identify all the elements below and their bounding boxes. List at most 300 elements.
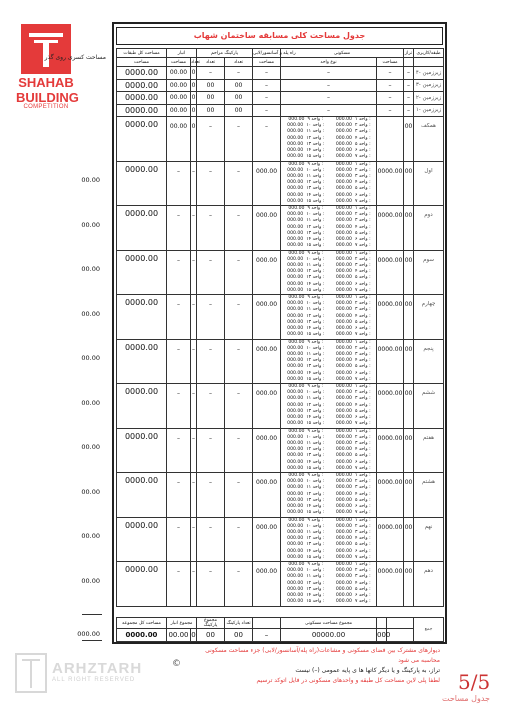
row-stair: 000.00 — [253, 562, 281, 607]
row-res-area: 0000.00 — [377, 161, 404, 206]
unit-column — [331, 206, 377, 249]
side-divider-bottom — [82, 640, 102, 641]
row-storage: 00.00 — [167, 79, 191, 92]
unit-line: 000.00 واحد ۹ : — [288, 206, 324, 211]
row-floor-label: دوم — [414, 206, 444, 251]
row-storage-n: 0 — [191, 67, 197, 80]
logo-line-2: BUILDING — [16, 90, 79, 105]
side-value: 00.00 — [81, 487, 100, 496]
unit-column — [331, 117, 377, 160]
unit-line: 000.00 واحد ۴ : — [335, 224, 371, 230]
row-floor-label: زیرزمین -۳ — [414, 79, 444, 92]
unit-line: 000.00 واحد ۱۵ : — [287, 554, 325, 560]
unit-line: 000.00 واحد ۱۱ : — [287, 173, 325, 179]
unit-line: 000.00 واحد ۳ : — [335, 218, 371, 224]
unit-column — [331, 473, 377, 516]
unit-line: 000.00 واحد ۱ : — [335, 562, 371, 567]
sub-res-area: مساحت — [377, 58, 404, 67]
row-parking-n: 00 — [225, 79, 253, 92]
unit-line: 000.00 واحد ۲ : — [335, 390, 371, 396]
row-storage: 00.00 — [167, 117, 191, 162]
floor-row — [117, 206, 444, 251]
side-value: 00.00 — [81, 220, 100, 229]
floor-row — [117, 161, 444, 206]
sum-header-parking: مجموع پارکینگ — [197, 618, 225, 629]
unit-line: 000.00 واحد ۹ : — [288, 161, 324, 167]
row-parking: – — [197, 339, 225, 384]
row-floor-label: پنجم — [414, 339, 444, 384]
row-parking: – — [197, 206, 225, 251]
unit-line: 000.00 واحد ۱ : — [335, 473, 371, 478]
row-stair: 000.00 — [253, 384, 281, 429]
unit-line: 000.00 واحد ۹ : — [288, 250, 324, 256]
floor-row — [117, 562, 444, 607]
row-total: 0000.00 — [117, 295, 167, 340]
row-floor-label: چهارم — [414, 295, 444, 340]
row-parking_n: – — [225, 295, 253, 340]
row-floor-label: دهم — [414, 562, 444, 607]
page-number: 5/5 — [458, 670, 491, 694]
row-storage: – — [167, 161, 191, 206]
unit-line: 000.00 واحد ۶ : — [335, 237, 371, 243]
unit-line: 000.00 واحد ۱۰ : — [287, 523, 325, 529]
unit-line: 000.00 واحد ۴ : — [335, 402, 371, 408]
side-total-value: 000.00 — [77, 630, 100, 638]
unit-column — [283, 384, 329, 427]
row-parking: – — [197, 161, 225, 206]
sum-header-parking-count: تعداد پارکینگ — [225, 618, 253, 629]
unit-line: 000.00 واحد ۷ : — [335, 332, 371, 338]
unit-line: 000.00 واحد ۱۱ : — [287, 396, 325, 402]
unit-line: 000.00 واحد ۹ : — [288, 517, 324, 523]
unit-line: 000.00 واحد ۱۴ : — [287, 548, 325, 554]
row-units — [281, 206, 377, 251]
row-units — [281, 517, 377, 562]
row-total: 0000.00 — [117, 104, 167, 117]
unit-column — [331, 518, 377, 561]
row-stair: – — [253, 117, 281, 162]
row-res-area: 0000.00 — [377, 250, 404, 295]
unit-line: 000.00 واحد ۹ : — [288, 473, 324, 478]
row-total: 0000.00 — [117, 250, 167, 295]
header-level: تراز — [404, 50, 413, 56]
row-res-area: – — [377, 104, 404, 117]
unit-line: 000.00 واحد ۱ : — [335, 295, 371, 300]
unit-line: 000.00 واحد ۱۵ : — [287, 376, 325, 382]
unit-line: 000.00 واحد ۷ : — [335, 599, 371, 605]
unit-line: 000.00 واحد ۱۵ : — [287, 421, 325, 427]
unit-line: 000.00 واحد ۷ : — [335, 287, 371, 293]
unit-line: 000.00 واحد ۷ : — [335, 154, 371, 160]
unit-line: 000.00 واحد ۱ : — [335, 428, 371, 434]
unit-line: 000.00 واحد ۱۰ : — [287, 301, 325, 307]
unit-line: 000.00 واحد ۴ : — [335, 447, 371, 453]
unit-line: 000.00 واحد ۴ : — [335, 269, 371, 275]
unit-line: 000.00 واحد ۱۲ : — [287, 358, 325, 364]
row-n: – — [191, 339, 197, 384]
side-value: 00.00 — [81, 309, 100, 318]
unit-line: 000.00 واحد ۴ : — [335, 313, 371, 319]
unit-line: 000.00 واحد ۱۲ : — [287, 580, 325, 586]
row-level: 00 — [404, 339, 414, 384]
row-stair: 000.00 — [253, 473, 281, 518]
sub-storage-area: مساحت — [167, 58, 191, 67]
row-stair: 000.00 — [253, 428, 281, 473]
unit-line: 000.00 واحد ۶ : — [335, 370, 371, 376]
unit-line: 000.00 واحد ۱۴ : — [287, 504, 325, 510]
row-level: – — [404, 92, 414, 105]
sum-parking: 00 — [197, 629, 225, 642]
row-total: 0000.00 — [117, 117, 167, 162]
unit-line: 000.00 واحد ۱۱ : — [287, 529, 325, 535]
unit-line: 000.00 واحد ۲ : — [335, 301, 371, 307]
row-total: 0000.00 — [117, 339, 167, 384]
row-parking: 00 — [197, 104, 225, 117]
side-value: 00.00 — [81, 576, 100, 585]
row-res-area: – — [377, 79, 404, 92]
unit-line: 000.00 واحد ۲ : — [335, 212, 371, 218]
unit-line: 000.00 واحد ۱ : — [335, 117, 371, 122]
unit-line: 000.00 واحد ۳ : — [335, 574, 371, 580]
row-n: – — [191, 161, 197, 206]
row-level: 00 — [404, 384, 414, 429]
row-parking: 00 — [197, 79, 225, 92]
row-level: 00 — [404, 473, 414, 518]
unit-line: 000.00 واحد ۱۲ : — [287, 491, 325, 497]
row-res-area: 0000.00 — [377, 295, 404, 340]
unit-line: 000.00 واحد ۱۱ : — [287, 485, 325, 491]
unit-column — [331, 562, 377, 605]
unit-line: 000.00 واحد ۴ : — [335, 580, 371, 586]
row-n: – — [191, 384, 197, 429]
unit-line: 000.00 واحد ۱ : — [335, 250, 371, 256]
unit-line: 000.00 واحد ۱۴ : — [287, 593, 325, 599]
floor-row — [117, 250, 444, 295]
row-level: – — [404, 104, 414, 117]
unit-line: 000.00 واحد ۱۲ : — [287, 536, 325, 542]
unit-column — [283, 251, 329, 294]
header-floors: طبقه/کاربری — [414, 49, 444, 58]
side-value: 00.00 — [81, 532, 100, 540]
row-stair: 000.00 — [253, 517, 281, 562]
row-res-area: 0000.00 — [377, 206, 404, 251]
row-parking_n: – — [225, 339, 253, 384]
unit-line: 000.00 واحد ۳ : — [335, 262, 371, 268]
unit-line: 000.00 واحد ۴ : — [335, 180, 371, 186]
row-stair: – — [253, 67, 281, 80]
unit-line: 000.00 واحد ۵ : — [335, 319, 371, 325]
row-res-area: 0000.00 — [377, 384, 404, 429]
side-value: 00.00 — [81, 443, 100, 451]
row-units — [281, 339, 377, 384]
header-stair-lobby: راه پله و آسانسور/لابی — [253, 50, 296, 56]
row-parking_n: – — [225, 473, 253, 518]
row-units — [281, 295, 377, 340]
watermark-line-2: ALL RIGHT RESERVED — [52, 677, 136, 683]
unit-line: 000.00 واحد ۶ : — [335, 548, 371, 554]
row-parking_n: – — [225, 562, 253, 607]
floor-row — [117, 339, 444, 384]
sub-area: مساحت — [117, 58, 167, 67]
unit-line: 000.00 واحد ۹ : — [288, 562, 324, 567]
unit-line: 000.00 واحد ۱۲ : — [287, 447, 325, 453]
sum-header-res: مجموع مساحت مسکونی — [281, 618, 377, 629]
unit-line: 000.00 واحد ۱۳ : — [287, 141, 325, 147]
unit-line: 000.00 واحد ۱۱ : — [287, 218, 325, 224]
row-parking: 00 — [197, 92, 225, 105]
sum-res-n: 000 — [377, 629, 387, 642]
unit-line: 000.00 واحد ۱۰ : — [287, 167, 325, 173]
row-res-area: 0000.00 — [377, 473, 404, 518]
unit-line: 000.00 واحد ۳ : — [335, 529, 371, 535]
unit-line: 000.00 واحد ۱۳ : — [287, 453, 325, 459]
row-level: 00 — [404, 206, 414, 251]
unit-line: 000.00 واحد ۱۳ : — [287, 319, 325, 325]
sum-parking-n: 00 — [225, 629, 253, 642]
unit-line: 000.00 واحد ۱۰ : — [287, 256, 325, 262]
unit-column — [283, 562, 329, 605]
unit-line: 000.00 واحد ۳ : — [335, 351, 371, 357]
row-storage: – — [167, 295, 191, 340]
unit-column — [283, 518, 329, 561]
row-total: 0000.00 — [117, 67, 167, 80]
row-n: – — [191, 250, 197, 295]
unit-line: 000.00 واحد ۱۲ : — [287, 402, 325, 408]
note-3: لطفا پلی لاین مساحت کل طبقه و واحدهای مسکونی در فایل اتوکد ترسیم — [256, 677, 440, 684]
row-total: 0000.00 — [117, 517, 167, 562]
row-storage: – — [167, 206, 191, 251]
unit-line: 000.00 واحد ۱۴ : — [287, 326, 325, 332]
unit-line: 000.00 واحد ۱۱ : — [287, 262, 325, 268]
floor-row — [117, 295, 444, 340]
row-level: 00 — [404, 428, 414, 473]
unit-line: 000.00 واحد ۶ : — [335, 459, 371, 465]
side-header: مساحت کسری روی گذر — [44, 54, 106, 61]
row-stair: – — [253, 92, 281, 105]
row-parking: – — [197, 562, 225, 607]
row-floor-label: زیرزمین -۴ — [414, 67, 444, 80]
row-parking-n: 00 — [225, 104, 253, 117]
row-level: – — [404, 67, 414, 80]
unit-line: 000.00 واحد ۱۴ : — [287, 415, 325, 421]
row-stair: – — [253, 104, 281, 117]
unit-line: 000.00 واحد ۱۴ : — [287, 237, 325, 243]
unit-line: 000.00 واحد ۲ : — [335, 479, 371, 485]
unit-line: 000.00 واحد ۱۲ : — [287, 313, 325, 319]
unit-line: 000.00 واحد ۶ : — [335, 192, 371, 198]
row-storage: 00.00 — [167, 104, 191, 117]
row-parking_n: – — [225, 117, 253, 162]
row-level: 00 — [404, 117, 414, 162]
unit-line: 000.00 واحد ۱۳ : — [287, 408, 325, 414]
unit-line: 000.00 واحد ۱۵ : — [287, 198, 325, 204]
unit-line: 000.00 واحد ۱۴ : — [287, 192, 325, 198]
summary-table — [116, 617, 444, 642]
watermark-mark-icon — [14, 652, 48, 694]
unit-line: 000.00 واحد ۵ : — [335, 186, 371, 192]
unit-column — [283, 117, 329, 160]
unit-line: 000.00 واحد ۵ : — [335, 275, 371, 281]
unit-line: 000.00 واحد ۱ : — [335, 339, 371, 345]
unit-line: 000.00 واحد ۴ : — [335, 536, 371, 542]
sub-storage-count: تعداد — [191, 59, 201, 65]
row-total: 0000.00 — [117, 562, 167, 607]
unit-line: 000.00 واحد ۴ : — [335, 135, 371, 141]
unit-line: 000.00 واحد ۱۰ : — [287, 568, 325, 574]
row-storage: 00.00 — [167, 92, 191, 105]
row-storage: – — [167, 339, 191, 384]
row-stair: 000.00 — [253, 161, 281, 206]
row-storage: – — [167, 250, 191, 295]
row-units — [281, 473, 377, 518]
unit-line: 000.00 واحد ۳ : — [335, 307, 371, 313]
unit-line: 000.00 واحد ۳ : — [335, 485, 371, 491]
logo-line-1: SHAHAB — [18, 75, 74, 90]
row-parking_n: – — [225, 428, 253, 473]
sum-header-storage: مجموع انبار — [167, 618, 197, 629]
row-level: 00 — [404, 295, 414, 340]
unit-line: 000.00 واحد ۹ : — [288, 428, 324, 434]
unit-line: 000.00 واحد ۱ : — [335, 517, 371, 523]
row-level: 00 — [404, 562, 414, 607]
row-n: – — [191, 206, 197, 251]
row-res-area — [377, 117, 404, 162]
shahab-logo — [16, 24, 79, 110]
row-stair: 000.00 — [253, 206, 281, 251]
row-level: – — [404, 79, 414, 92]
row-stair: 000.00 — [253, 295, 281, 340]
row-parking: – — [197, 517, 225, 562]
unit-line: 000.00 واحد ۱۳ : — [287, 497, 325, 503]
row-storage: – — [167, 428, 191, 473]
header-storage: انبار — [167, 49, 197, 58]
unit-line: 000.00 واحد ۵ : — [335, 497, 371, 503]
unit-line: 000.00 واحد ۱۴ : — [287, 281, 325, 287]
logo-mark-icon — [21, 24, 71, 74]
row-parking: – — [197, 250, 225, 295]
unit-line: 000.00 واحد ۱۰ : — [287, 212, 325, 218]
row-level: 00 — [404, 250, 414, 295]
row-total: 0000.00 — [117, 428, 167, 473]
row-storage: – — [167, 384, 191, 429]
unit-line: 000.00 واحد ۴ : — [335, 491, 371, 497]
logo-line-3: COMPETITION — [23, 104, 69, 110]
sub-stair-area: مساحت — [253, 58, 281, 67]
row-total: 0000.00 — [117, 473, 167, 518]
side-value: 00.00 — [81, 354, 100, 362]
unit-line: 000.00 واحد ۳ : — [335, 440, 371, 446]
row-stair: 000.00 — [253, 250, 281, 295]
unit-line: 000.00 واحد ۱۴ : — [287, 370, 325, 376]
sum-header-blank-3 — [387, 618, 414, 629]
row-floor-label: همکف — [414, 117, 444, 162]
unit-line: 000.00 واحد ۷ : — [335, 554, 371, 560]
unit-line: 000.00 واحد ۱۳ : — [287, 275, 325, 281]
floor-row — [117, 117, 444, 162]
unit-line: 000.00 واحد ۱۰ : — [287, 479, 325, 485]
row-res-area: 0000.00 — [377, 517, 404, 562]
row-total: 0000.00 — [117, 161, 167, 206]
sum-res: 00000.00 — [281, 629, 377, 642]
unit-line: 000.00 واحد ۷ : — [335, 465, 371, 471]
row-res-area: 0000.00 — [377, 562, 404, 607]
unit-line: 000.00 واحد ۱ : — [335, 161, 371, 167]
unit-line: 000.00 واحد ۷ : — [335, 243, 371, 249]
unit-line: 000.00 واحد ۶ : — [335, 504, 371, 510]
unit-line: 000.00 واحد ۵ : — [335, 542, 371, 548]
unit-line: 000.00 واحد ۷ : — [335, 198, 371, 204]
unit-line: 000.00 واحد ۱ : — [335, 206, 371, 211]
row-floor-label: ششم — [414, 384, 444, 429]
basement-row — [117, 79, 444, 92]
basement-row — [117, 104, 444, 117]
unit-line: 000.00 واحد ۱۱ : — [287, 351, 325, 357]
sum-total: 0000.00 — [117, 629, 167, 642]
row-storage-n: 0 — [191, 79, 197, 92]
row-floor-label: نهم — [414, 517, 444, 562]
row-stair: 000.00 — [253, 339, 281, 384]
row-units — [281, 117, 377, 162]
row-parking: – — [197, 67, 225, 80]
table-title: جدول مساحت کلی مسابقه ساختمان شهاب — [116, 27, 443, 45]
sum-storage-n: 0 — [191, 629, 197, 642]
row-res: – — [281, 67, 377, 80]
row-parking-n: 00 — [225, 92, 253, 105]
unit-column — [283, 295, 329, 338]
side-divider-top — [82, 614, 102, 615]
unit-line: 000.00 واحد ۱۳ : — [287, 364, 325, 370]
unit-line: 000.00 واحد ۱۲ : — [287, 135, 325, 141]
unit-line: 000.00 واحد ۹ : — [288, 384, 324, 389]
unit-line: 000.00 واحد ۳ : — [335, 396, 371, 402]
copyright-symbol: © — [172, 659, 181, 669]
unit-line: 000.00 واحد ۶ : — [335, 281, 371, 287]
sub-parking-count: تعداد — [197, 58, 225, 67]
sub-unit-type: نوع واحد — [281, 58, 377, 67]
note-2: تراز، به پارکینگ و یا دیگر کاتها ها ی پایه عمومی (–) نیست — [295, 667, 440, 674]
unit-line: 000.00 واحد ۱ : — [335, 384, 371, 389]
unit-line: 000.00 واحد ۹ : — [288, 295, 324, 300]
row-res: – — [281, 104, 377, 117]
unit-column — [331, 162, 377, 205]
basement-row — [117, 67, 444, 80]
row-parking: – — [197, 473, 225, 518]
unit-column — [331, 340, 377, 383]
unit-column — [331, 429, 377, 472]
side-value: 00.00 — [81, 398, 100, 407]
row-n: – — [191, 473, 197, 518]
basement-row — [117, 92, 444, 105]
row-res-area: – — [377, 92, 404, 105]
unit-line: 000.00 واحد ۱۴ : — [287, 459, 325, 465]
sum-header-blank-2 — [377, 618, 387, 629]
row-parking_n: – — [225, 384, 253, 429]
unit-line: 000.00 واحد ۷ : — [335, 421, 371, 427]
sum-header-total: مساحت کل مجموعه — [117, 618, 167, 629]
unit-line: 000.00 واحد ۲ : — [335, 523, 371, 529]
row-stair: – — [253, 79, 281, 92]
unit-line: 000.00 واحد ۲ : — [335, 256, 371, 262]
sum-blank — [387, 629, 414, 642]
sub-parking-count-2: تعداد — [225, 58, 253, 67]
unit-line: 000.00 واحد ۱۲ : — [287, 224, 325, 230]
row-res: – — [281, 92, 377, 105]
note-1: دیوارهای مشترک بین فضای مسکونی و مشاعات(راه پله/آسانسور/لابی) جزء مساحت مسکونی محاسبه می شود — [205, 647, 440, 664]
unit-line: 000.00 واحد ۱۱ : — [287, 440, 325, 446]
unit-column — [283, 206, 329, 249]
row-floor-label: اول — [414, 161, 444, 206]
unit-line: 000.00 واحد ۵ : — [335, 586, 371, 592]
